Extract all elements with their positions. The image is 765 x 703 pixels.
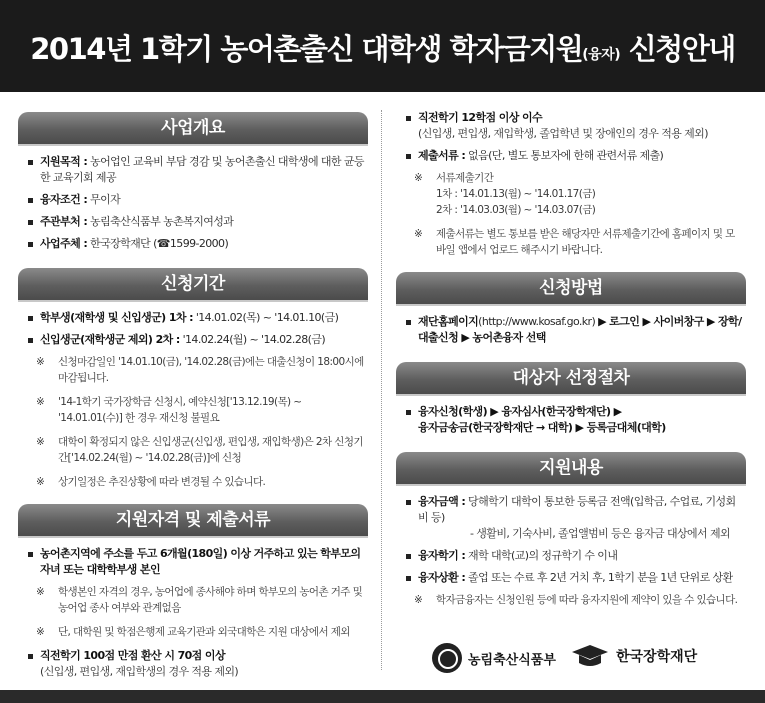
column-divider <box>381 110 382 670</box>
footer-bar <box>0 690 765 703</box>
section-heading-overview: 사업개요 <box>18 112 368 144</box>
title-tail: 신청안내 <box>620 32 735 66</box>
overview-item: 주관부처 : 농림축산식품부 농촌복지여성과 <box>28 214 364 230</box>
page-title <box>0 27 765 68</box>
section-overview <box>18 144 368 252</box>
section-heading-period: 신청기간 <box>18 268 368 300</box>
documents-item: 제출서류 : 없음(단, 별도 통보자에 한해 관련서류 제출) <box>406 148 742 164</box>
eligibility-item: 직전학기 12학점 이상 이수 (신입생, 편입생, 재입학생, 졸업학년 및 장애인의 경우 적용 제외) <box>406 110 742 142</box>
title-main: 2014년 1학기 농어촌출신 대학생 학자금지원 <box>30 32 583 66</box>
section-heading-selection: 대상자 선정절차 <box>396 362 746 394</box>
ministry-seal-icon <box>432 643 462 673</box>
period-item: 학부생(재학생 및 신입생군) 1차 : '14.01.02(목) ~ '14.01.10(금) <box>28 310 364 326</box>
section-method <box>396 304 746 346</box>
eligibility-item: 직전학기 100점 만점 환산 시 70점 이상 (신입생, 편입생, 재입학생의 경우 적용 제외) <box>28 648 364 680</box>
section-eligibility-continued <box>396 110 746 258</box>
selection-item: 융자신청(학생) ▶ 융자심사(한국장학재단) ▶ 융자금송금(한국장학재단 → 대학) ▶ 등록금대체(대학) <box>406 404 742 436</box>
section-period <box>18 300 368 490</box>
overview-item: 사업주체 : 한국장학재단 (☎1599-2000) <box>28 236 364 252</box>
period-note: ※ 상기일정은 추진상황에 따라 변경될 수 있습니다. <box>36 476 266 488</box>
right-column <box>396 110 746 616</box>
section-heading-eligibility: 지원자격 및 제출서류 <box>18 504 368 536</box>
support-item: 융자금액 : 당해학기 대학이 통보한 등록금 전액(입학금, 수업료, 기성회비 등) - 생활비, 기숙사비, 졸업앨범비 등은 융자금 대상에서 제외 <box>406 494 742 542</box>
overview-item: 지원목적 : 농어업인 교육비 부담 경감 및 농어촌출신 대학생에 대한 균등한 교육기회 제공 <box>28 154 364 186</box>
eligibility-note: ※ 학생본인 자격의 경우, 농어업에 종사해야 하며 학부모의 농어촌 거주 및 농어업 종사 여부와 관계없음 <box>36 586 363 614</box>
period-note: ※ 대학이 확정되지 않은 신입생군(신입생, 편입생, 재입학생)은 2차 신청기간['14.02.24(월) ~ '14.02.28(금)]에 신청 <box>36 436 363 464</box>
left-column <box>18 112 368 686</box>
period-item: 신입생군(재학생군 제외) 2차 : '14.02.24(월) ~ '14.02.28(금) <box>28 332 364 348</box>
title-banner <box>0 0 765 92</box>
section-eligibility <box>18 536 368 680</box>
support-item: 융자상환 : 졸업 또는 수료 후 2년 거치 후, 1학기 분을 1년 단위로 상환 <box>406 570 742 586</box>
period-note: ※ '14-1학기 국가장학금 신청시, 예약신청['13.12.19(목) ~ '14.01.01(수)] 한 경우 재신청 불필요 <box>36 396 302 424</box>
ministry-logo: 농림축산식품부 <box>432 643 556 673</box>
section-heading-method: 신청방법 <box>396 272 746 304</box>
graduation-cap-icon <box>570 643 610 669</box>
eligibility-item: 농어촌지역에 주소를 두고 6개월(180일) 이상 거주하고 있는 학부모의 자녀 또는 대학학부생 본인 <box>28 546 364 578</box>
eligibility-note: ※ 단, 대학원 및 학점은행제 교육기관과 외국대학은 지원 대상에서 제외 <box>36 626 350 638</box>
section-support <box>396 484 746 608</box>
support-note: ※ 학자금융자는 신청인원 등에 따라 융자지원에 제약이 있을 수 있습니다. <box>414 594 738 606</box>
section-selection <box>396 394 746 436</box>
period-note: ※ 신청마감일인 '14.01.10(금), '14.02.28(금)에는 대출신청이 18:00시에 마감됩니다. <box>36 356 364 384</box>
logos <box>432 643 752 679</box>
support-item: 융자학기 : 재학 대학(교)의 정규학기 수 이내 <box>406 548 742 564</box>
documents-period-note: ※ 서류제출기간 1차 : '14.01.13(월) ~ '14.01.17(금) 2차 : '14.03.03(월) ~ '14.03.07(금) <box>414 172 596 216</box>
documents-note: ※ 제출서류는 별도 통보를 받은 해당자만 서류제출기간에 홈페이지 및 모바일 앱에서 업로드 해주시기 바랍니다. <box>414 228 735 256</box>
overview-item: 융자조건 : 무이자 <box>28 192 364 208</box>
foundation-logo: 한국장학재단 <box>570 643 697 669</box>
title-small: (융자) <box>582 47 621 63</box>
method-item: 재단홈페이지(http://www.kosaf.go.kr) ▶ 로그인 ▶ 사이버창구 ▶ 장학/대출신청 ▶ 농어촌융자 선택 <box>406 314 742 346</box>
section-heading-support: 지원내용 <box>396 452 746 484</box>
